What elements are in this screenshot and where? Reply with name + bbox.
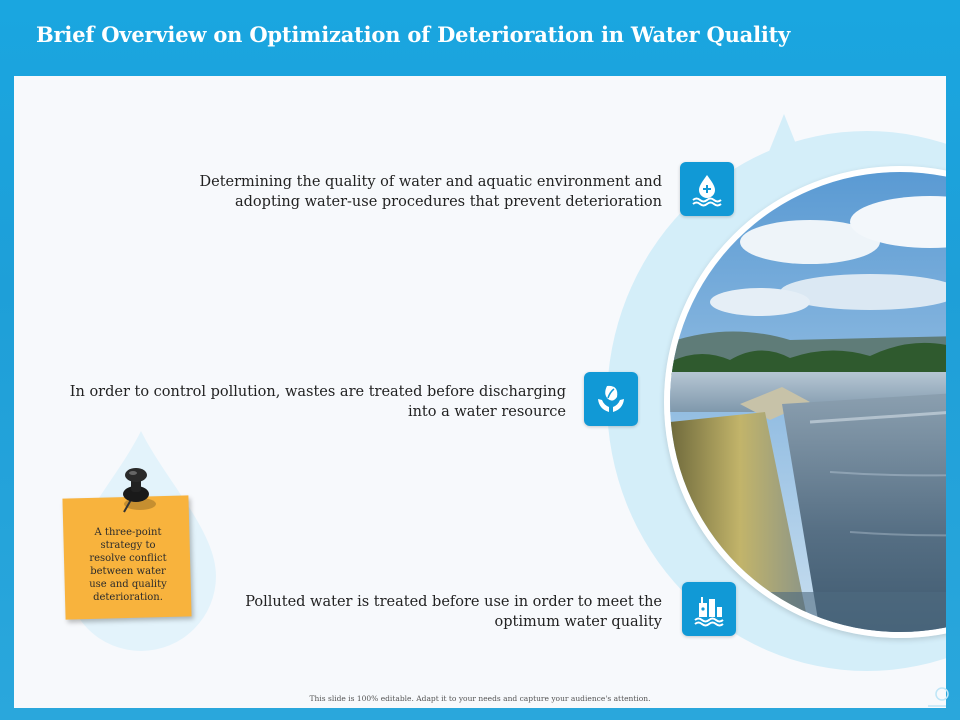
point-2-icon-tile: [584, 372, 638, 426]
point-3-line-1: Polluted water is treated before use in order to meet the: [245, 594, 662, 610]
hands-holding-leaf-icon: [593, 381, 629, 417]
water-treatment-plant-icon: [691, 591, 727, 627]
slide-title: Brief Overview on Optimization of Deterioration in Water Quality: [36, 22, 791, 47]
sticky-note-text: A three-point strategy to resolve conflict between water use and quality deterioration.: [89, 527, 167, 603]
point-3-line-2: optimum water quality: [494, 614, 662, 630]
point-2-line-2: into a water resource: [407, 404, 566, 420]
push-pin-icon: [114, 464, 164, 524]
corner-logo-icon: [920, 682, 954, 712]
water-drop-waves-icon: [689, 171, 725, 207]
point-1-text: [134, 172, 662, 212]
point-2-text: [54, 382, 566, 422]
point-1-icon-tile: [680, 162, 734, 216]
point-1-line-1: Determining the quality of water and aquatic environment and: [199, 174, 662, 190]
point-3-icon-tile: [682, 582, 736, 636]
content-panel: [14, 76, 946, 708]
point-1-line-2: adopting water-use procedures that prevent deterioration: [235, 194, 662, 210]
footer-note: This slide is 100% editable. Adapt it to your needs and capture your audience's attention.: [309, 694, 651, 703]
point-2-line-1: In order to control pollution, wastes are treated before discharging: [69, 384, 566, 400]
point-3-text: [194, 592, 662, 632]
